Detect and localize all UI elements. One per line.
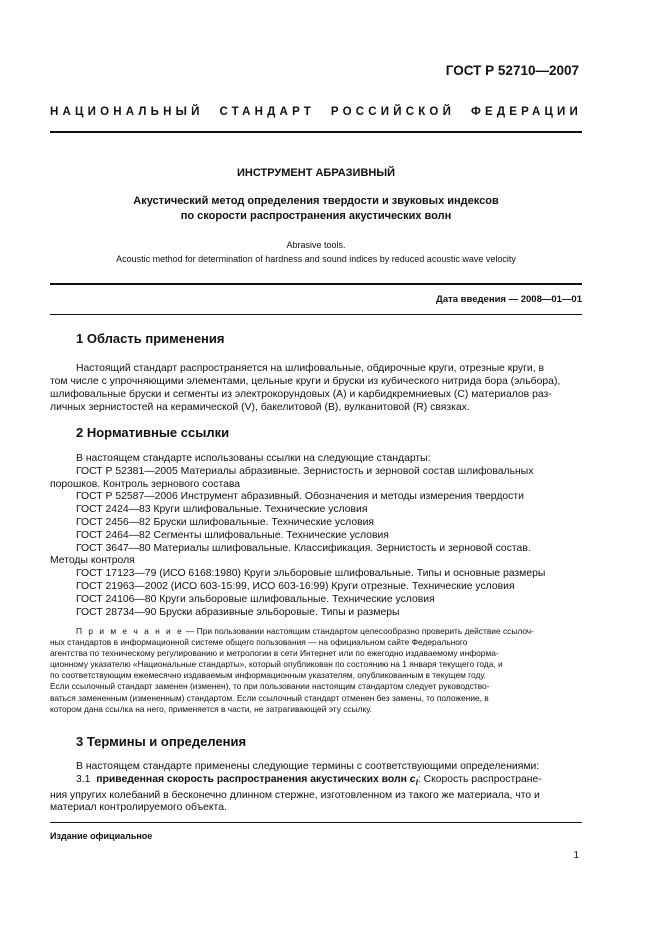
note-line: по соответствующим ежемесячно издаваемым информационным указателям, опубликованным в текущем году. <box>50 670 487 681</box>
references-intro: В настоящем стандарте использованы ссылки на следующие стандарты: <box>76 453 431 464</box>
reference-item: ГОСТ 2424—83 Круги шлифовальные. Технические условия <box>76 504 368 516</box>
term-definition-line <box>76 774 582 790</box>
page-number: 1 <box>573 850 579 861</box>
note-line: агентства по техническому регулированию и метрологии в сети Интернет или по ежегодно издаваемому информа- <box>50 648 499 659</box>
text-line: Настоящий стандарт распространяется на шлифовальные, обдирочные круги, отрезные круги, в <box>76 363 544 374</box>
terms-intro: В настоящем стандарте применены следующие термины с соответствующими определениями: <box>76 761 540 772</box>
date-divider <box>50 314 582 315</box>
reference-item: ГОСТ 24106—80 Круги эльборовые шлифовальные. Технические условия <box>76 593 435 605</box>
note-line: ных стандартов в информационной системе общего пользования — на официальном сайте Федерального <box>50 637 468 648</box>
reference-item-continued: порошков. Контроль зернового состава <box>50 478 241 490</box>
banner-word: ФЕДЕРАЦИИ <box>470 106 582 118</box>
note-block <box>50 626 582 715</box>
note-text: — При пользовании настоящим стандартом целесообразно проверить действие ссылоч- <box>183 626 534 636</box>
reference-item: ГОСТ 3647—80 Материалы шлифовальные. Классификация. Зернистость и зерновой состав. <box>76 542 531 554</box>
reference-item: ГОСТ Р 52381—2005 Материалы абразивные. Зернистость и зерновой состав шлифовальных <box>76 465 534 477</box>
text-line: шлифовальные бруски и сегменты из электрокорундовых (А) и карбидкремниевых (С) материалов раз- <box>50 389 552 400</box>
note-line <box>76 626 582 637</box>
term-definition-line: ния упругих колебаний в бесконечно длинном стержне, изготовленном из такого же материала, что и <box>50 789 540 801</box>
term-number: 3.1 <box>76 773 91 785</box>
english-title <box>50 238 582 266</box>
english-title-line: Acoustic method for determination of hardness and sound indices by reduced acoustic wave velocity <box>116 254 516 264</box>
english-title-line: Abrasive tools. <box>286 240 346 250</box>
note-line: котором дана ссылка на него, применяется в части, не затрагивающей эту ссылку. <box>50 703 372 714</box>
document-title: ИНСТРУМЕНТ АБРАЗИВНЫЙ <box>236 167 396 179</box>
term-symbol-subscript: l <box>415 777 418 787</box>
term-name: приведенная скорость распространения акустических волн <box>96 773 407 785</box>
section-heading-scope: 1 Область применения <box>76 331 225 346</box>
note-line: ционному указателю «Национальные стандарты», который опубликован по состоянию на 1 января текущего года, и <box>50 659 503 670</box>
note-line: Если ссылочный стандарт заменен (изменен), то при пользовании настоящим стандартом следует руководство- <box>50 681 490 692</box>
reference-item: ГОСТ 17123—79 (ИСО 6168:1980) Круги эльборовые шлифовальные. Типы и основные размеры <box>76 568 546 580</box>
terms-block <box>50 761 582 815</box>
text-line: личных зернистостей на керамической (V), бакелитовой (В), вулканитовой (R) связках. <box>50 402 470 413</box>
standard-code: ГОСТ Р 52710—2007 <box>445 63 579 78</box>
banner-word: СТАНДАРТ <box>219 106 316 118</box>
reference-item: ГОСТ 2456—82 Бруски шлифовальные. Технические условия <box>76 516 375 528</box>
banner-word: НАЦИОНАЛЬНЫЙ <box>50 106 204 118</box>
footer-divider <box>50 822 582 823</box>
references-list <box>50 453 582 619</box>
title-divider <box>50 283 582 285</box>
term-definition-line: материал контролируемого объекта. <box>50 802 227 814</box>
reference-item: ГОСТ 28734—90 Бруски абразивные эльборовые. Типы и размеры <box>76 606 400 618</box>
reference-item: ГОСТ 21963—2002 (ИСО 603-15:99, ИСО 603-16:99) Круги отрезные. Технические условия <box>76 580 515 592</box>
subtitle-line: по скорости распространения акустических волн <box>180 210 452 222</box>
reference-item: ГОСТ 2464—82 Сегменты шлифовальные. Технические условия <box>76 529 389 541</box>
official-edition-label: Издание официальное <box>50 831 153 841</box>
term-symbol: c <box>409 773 416 785</box>
header-divider <box>50 131 582 133</box>
note-line: ваться замененным (измененным) стандартом. Если ссылочный стандарт отменен без замены, то положение, в <box>50 692 489 703</box>
note-label: П р и м е ч а н и е <box>76 626 184 636</box>
text-line: том числе с упрочняющими элементами, цельные круги и бруски из кубического нитрида бора (эльбора), <box>50 376 561 387</box>
scope-paragraph <box>50 362 582 414</box>
section-heading-references: 2 Нормативные ссылки <box>76 425 230 440</box>
effective-date: Дата введения — 2008—01—01 <box>436 294 582 305</box>
national-standard-banner <box>50 106 582 118</box>
reference-item-continued: Методы контроля <box>50 555 135 567</box>
banner-word: РОССИЙСКОЙ <box>330 106 456 118</box>
subtitle-line: Акустический метод определения твердости и звуковых индексов <box>133 195 499 207</box>
reference-item: ГОСТ Р 52587—2006 Инструмент абразивный. Обозначения и методы измерения твердости <box>76 491 524 503</box>
document-subtitle <box>50 194 582 224</box>
term-definition-start: : Скорость распростране- <box>417 773 542 785</box>
section-heading-terms: 3 Термины и определения <box>76 734 247 749</box>
